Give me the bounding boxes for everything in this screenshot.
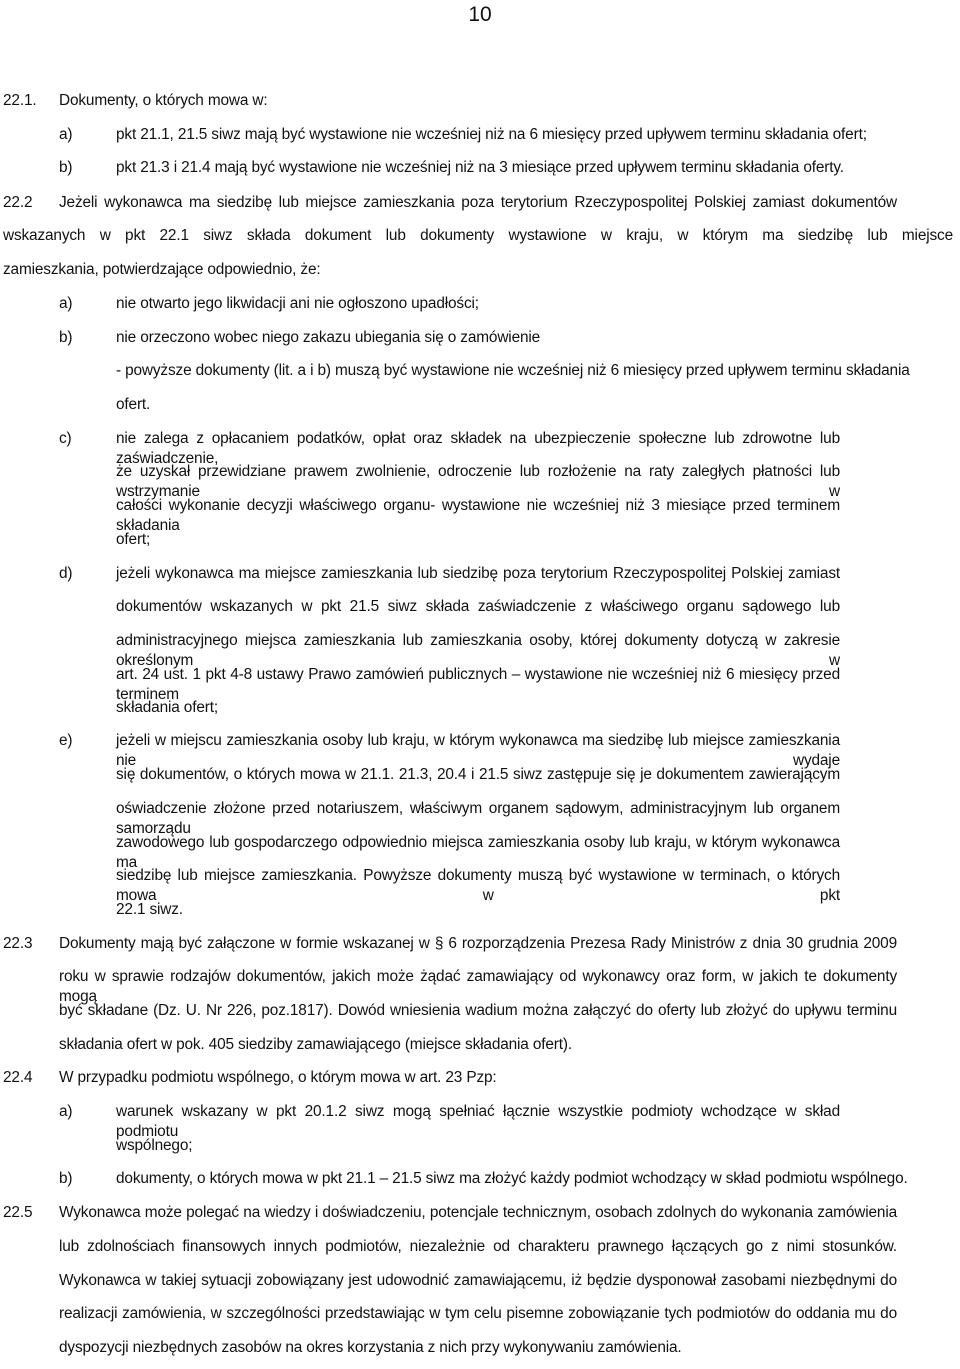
text-line: nie otwarto jego likwidacji ani nie ogłoszono upadłości;: [116, 295, 479, 312]
text-line: Wykonawca może polegać na wiedzy i doświadczeniu, potencjale technicznym, osobach zdolnych do wykonania zamówienia: [59, 1204, 897, 1221]
item-marker: 22.4: [3, 1069, 33, 1086]
text-line: nie zalega z opłacaniem podatków, opłat oraz składek na ubezpieczenie społeczne lub zdrowotne lub zaświadczenie,: [116, 430, 840, 467]
text-line: nie orzeczono wobec niego zakazu ubiegania się o zamówienie: [116, 329, 541, 346]
text-line: się dokumentów, o których mowa w 21.1. 21.3, 20.4 i 21.5 siwz zastępuje się je dokumentem zawierającym: [116, 766, 840, 783]
item-marker: a): [59, 1103, 73, 1120]
item-marker: c): [59, 430, 72, 447]
text-line: dyspozycji niezbędnych zasobów na okres korzystania z nich przy wykonywaniu zamówienia.: [59, 1339, 682, 1356]
text-line: W przypadku podmiotu wspólnego, o którym mowa w art. 23 Pzp:: [59, 1069, 497, 1086]
item-marker: a): [59, 295, 73, 312]
text-line: składania ofert;: [116, 699, 218, 716]
page-number: 10: [468, 3, 492, 26]
item-marker: 22.5: [3, 1204, 33, 1221]
item-marker: 22.3: [3, 935, 33, 952]
item-marker: e): [59, 732, 73, 749]
text-line: być składane (Dz. U. Nr 226, poz.1817). Dowód wniesienia wadium można załączyć do oferty lub złożyć do upływu terminu: [59, 1002, 897, 1019]
item-marker: 22.2: [3, 194, 33, 211]
text-line: dokumentów wskazanych w pkt 21.5 siwz składa zaświadczenie z właściwego organu sądowego lub: [116, 598, 840, 615]
text-line: pkt 21.1, 21.5 siwz mają być wystawione nie wcześniej niż na 6 miesięcy przed upływem terminu składania ofert;: [116, 126, 867, 143]
item-marker: b): [59, 159, 73, 176]
text-line: art. 24 ust. 1 pkt 4-8 ustawy Prawo zamówień publicznych – wystawione nie wcześniej niż 6 miesięcy przed terminem: [116, 666, 840, 703]
text-line: lub zdolnościach finansowych innych podmiotów, niezależnie od charakteru prawnego łączących go z nimi stosunków.: [59, 1238, 897, 1255]
item-marker: d): [59, 565, 73, 582]
text-line: Wykonawca w takiej sytuacji zobowiązany jest udowodnić zamawiającemu, iż będzie dysponował zasobami niezbędnymi do: [59, 1272, 897, 1289]
text-line: dokumenty, o których mowa w pkt 21.1 – 21.5 siwz ma złożyć każdy podmiot wchodzący w skład podmiotu wspólnego.: [116, 1170, 908, 1187]
text-line: wspólnego;: [116, 1137, 193, 1154]
text-line: wskazanych w pkt 22.1 siwz składa dokument lub dokumenty wystawione w kraju, w którym ma siedzibę lub miejsce: [3, 227, 953, 244]
text-line: Dokumenty mają być załączone w formie wskazanej w § 6 rozporządzenia Prezesa Rady Ministrów z dnia 30 grudnia 2009: [59, 935, 897, 952]
text-line: Jeżeli wykonawca ma siedzibę lub miejsce zamieszkania poza terytorium Rzeczypospolitej Polskiej zamiast dokumentów: [59, 194, 897, 211]
item-marker: 22.1.: [3, 92, 37, 109]
text-line: że uzyskał przewidziane prawem zwolnienie, odroczenie lub rozłożenie na raty zaległych płatności lub wstrzymanie w: [116, 463, 840, 500]
text-line: jeżeli w miejscu zamieszkania osoby lub kraju, w którym wykonawca ma siedzibę lub miejsce zamieszkania nie wydaje: [116, 732, 840, 769]
item-marker: a): [59, 126, 73, 143]
text-line: całości wykonanie decyzji właściwego organu- wystawione nie wcześniej niż 3 miesiące przed terminem składania: [116, 497, 840, 534]
text-line: oświadczenie złożone przed notariuszem, właściwym organem sądowym, administracyjnym lub organem samorządu: [116, 800, 840, 837]
text-line: - powyższe dokumenty (lit. a i b) muszą być wystawione nie wcześniej niż 6 miesięcy przed upływem terminu składania: [116, 362, 910, 379]
text-line: warunek wskazany w pkt 20.1.2 siwz mogą spełniać łącznie wszystkie podmioty wchodzące w skład podmiotu: [116, 1103, 840, 1140]
text-line: zamieszkania, potwierdzające odpowiednio, że:: [3, 261, 321, 278]
item-marker: b): [59, 1170, 73, 1187]
text-line: jeżeli wykonawca ma miejsce zamieszkania lub siedzibę poza terytorium Rzeczypospolitej Polskiej zamiast: [116, 565, 840, 582]
text-line: pkt 21.3 i 21.4 mają być wystawione nie wcześniej niż na 3 miesiące przed upływem terminu składania oferty.: [116, 159, 844, 176]
text-line: 22.1 siwz.: [116, 901, 183, 918]
item-marker: b): [59, 329, 73, 346]
text-line: ofert;: [116, 531, 151, 548]
text-line: realizacji zamówienia, w szczególności przedstawiając w tym celu pisemne zobowiązanie tych podmiotów do oddania mu do: [59, 1305, 897, 1322]
text-line: zawodowego lub gospodarczego odpowiednio miejsca zamieszkania osoby lub kraju, w którym wykonawca ma: [116, 834, 840, 871]
text-line: Dokumenty, o których mowa w:: [59, 92, 268, 109]
text-line: składania ofert w pok. 405 siedziby zamawiającego (miejsce składania ofert).: [59, 1036, 572, 1053]
text-line: ofert.: [116, 396, 151, 413]
text-line: administracyjnego miejsca zamieszkania lub zamieszkania osoby, której dokumenty dotyczą w zakresie określonym w: [116, 632, 840, 669]
text-line: siedzibę lub miejsce zamieszkania. Powyższe dokumenty muszą być wystawione w terminach, o których mowa w pkt: [116, 867, 840, 904]
text-line: roku w sprawie rodzajów dokumentów, jakich może żądać zamawiający od wykonawcy oraz form, w jakich te dokumenty mogą: [59, 968, 897, 1005]
